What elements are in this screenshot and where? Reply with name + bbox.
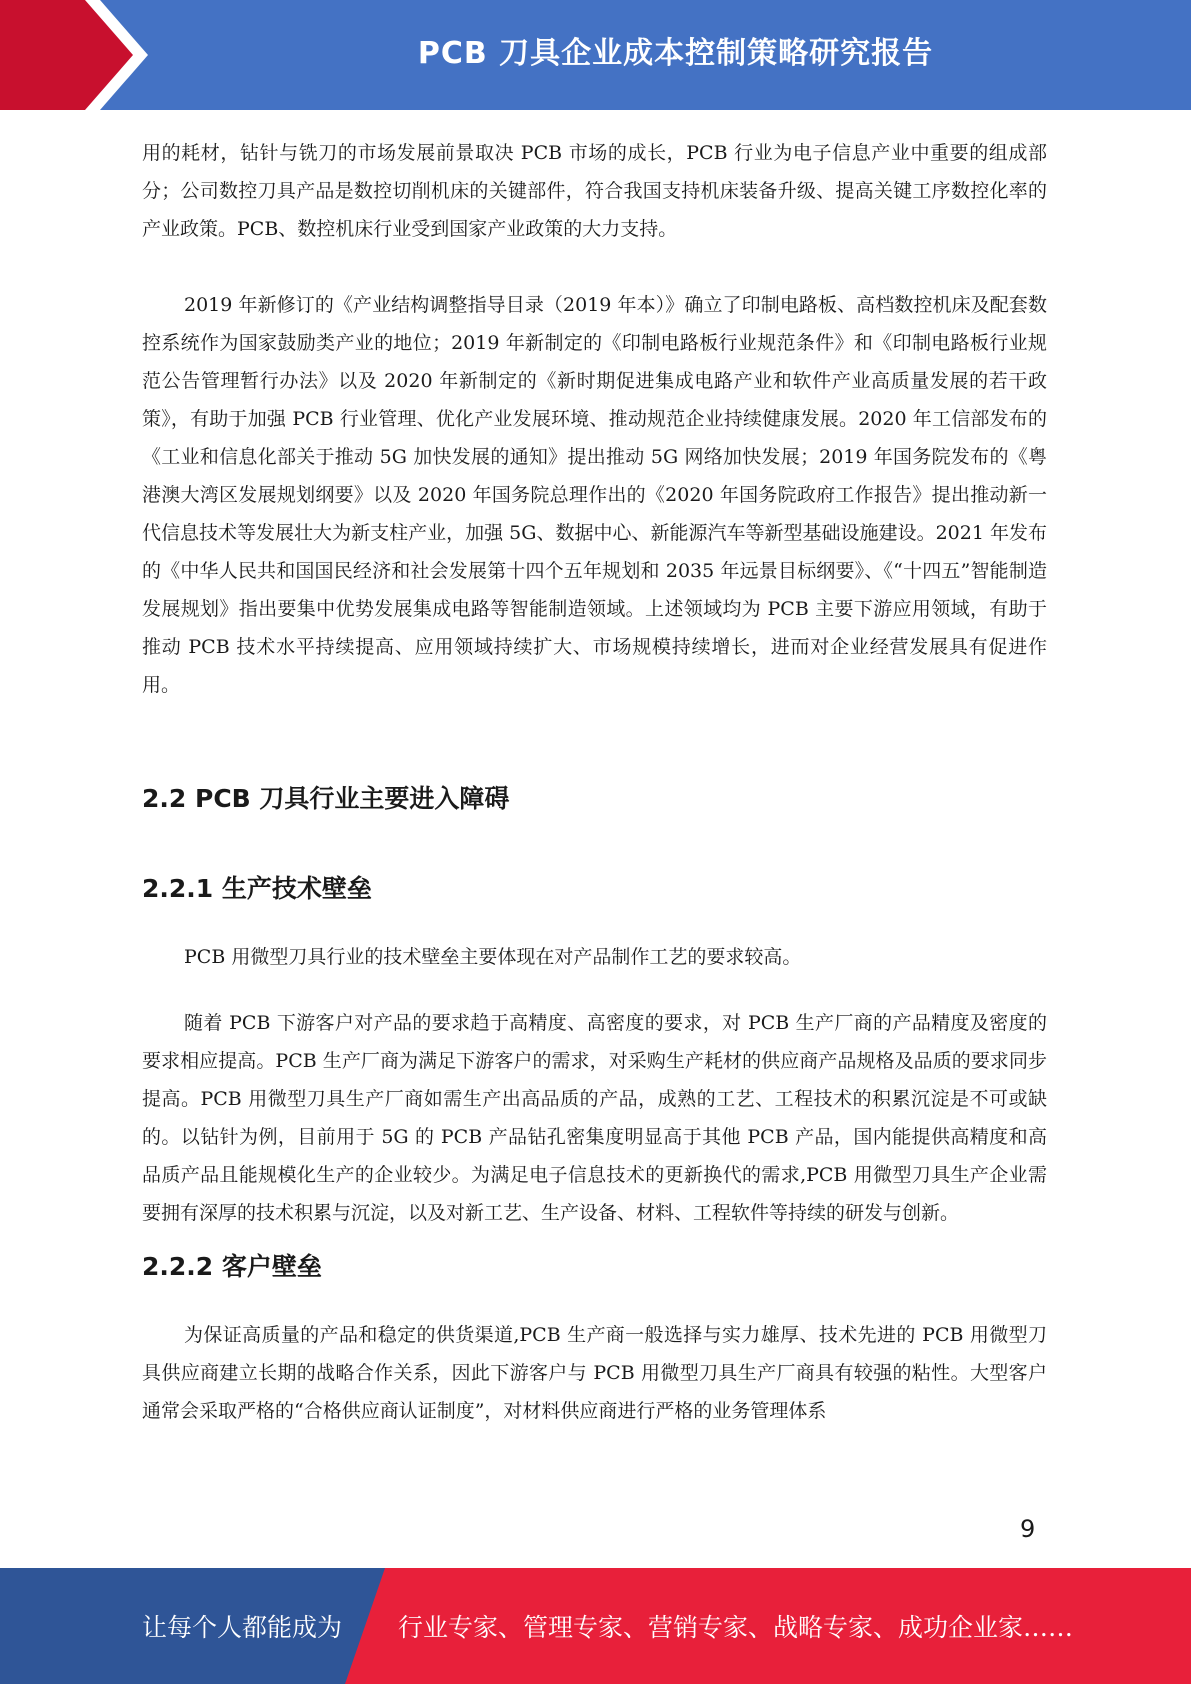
- footer-banner: [0, 1568, 1191, 1684]
- section-heading-2-2: 2.2 PCB 刀具行业主要进入障碍: [142, 784, 510, 813]
- section-heading-2-2-2: 2.2.2 客户壁垒: [142, 1252, 322, 1281]
- footer-slogan-left: 让每个人都能成为: [142, 1613, 343, 1642]
- document-title: PCB 刀具企业成本控制策略研究报告: [417, 36, 934, 71]
- header-chevron-decoration: [0, 0, 160, 110]
- section-heading-2-2-1: 2.2.1 生产技术壁垒: [142, 874, 372, 903]
- page-number: 9: [1020, 1515, 1036, 1543]
- main-content: [142, 134, 1047, 1430]
- paragraph-4: 随着 PCB 下游客户对产品的要求趋于高精度、高密度的要求，对 PCB 生产厂商的产品精度及密度的要求相应提高。PCB 生产厂商为满足下游客户的需求，对采购生产耗材的供应商产品规格及品质的要求同步提高。PCB 用微型刀具生产厂商如需生产出高品质的产品，成熟的工艺、工程技术的积累沉淀是不可或缺的。以钻针为例，目前用于 5G 的 PCB 产品钻孔密集度明显高于其他 PCB 产品，国内能提供高精度和高品质产品且能规模化生产的企业较少。为满足电子信息技术的更新换代的需求,PCB 用微型刀具生产企业需要拥有深厚的技术积累与沉淀，以及对新工艺、生产设备、材料、工程软件等持续的研发与创新。: [142, 1012, 1047, 1224]
- paragraph-5: 为保证高质量的产品和稳定的供货渠道,PCB 生产商一般选择与实力雄厚、技术先进的 PCB 用微型刀具供应商建立长期的战略合作关系，因此下游客户与 PCB 用微型刀具生产厂商具有较强的粘性。大型客户通常会采取严格的“合格供应商认证制度”，对材料供应商进行严格的业务管理体系: [142, 1324, 1047, 1422]
- paragraph-1: 用的耗材，钻针与铣刀的市场发展前景取决 PCB 市场的成长，PCB 行业为电子信息产业中重要的组成部分；公司数控刀具产品是数控切削机床的关键部件，符合我国支持机床装备升级、提高关键工序数控化率的产业政策。PCB、数控机床行业受到国家产业政策的大力支持。: [142, 142, 1047, 240]
- paragraph-3: PCB 用微型刀具行业的技术壁垒主要体现在对产品制作工艺的要求较高。: [184, 946, 802, 968]
- paragraph-2: 2019 年新修订的《产业结构调整指导目录（2019 年本）》确立了印制电路板、高档数控机床及配套数控系统作为国家鼓励类产业的地位；2019 年新制定的《印制电路板行业规范条件》和《印制电路板行业规范公告管理暂行办法》以及 2020 年新制定的《新时期促进集成电路产业和软件产业高质量发展的若干政策》，有助于加强 PCB 行业管理、优化产业发展环境、推动规范企业持续健康发展。2020 年工信部发布的《工业和信息化部关于推动 5G 加快发展的通知》提出推动 5G 网络加快发展；2019 年国务院发布的《粤港澳大湾区发展规划纲要》以及 2020 年国务院总理作出的《2020 年国务院政府工作报告》提出推动新一代信息技术等发展壮大为新支柱产业，加强 5G、数据中心、新能源汽车等新型基础设施建设。2021 年发布的《中华人民共和国国民经济和社会发展第十四个五年规划和 2035 年远景目标纲要》、《“十四五”智能制造发展规划》指出要集中优势发展集成电路等智能制造领域。上述领域均为 PCB 主要下游应用领域，有助于推动 PCB 技术水平持续提高、应用领域持续扩大、市场规模持续增长，进而对企业经营发展具有促进作用。: [142, 294, 1047, 696]
- footer-slogan-right: 行业专家、管理专家、营销专家、战略专家、成功企业家……: [398, 1613, 1074, 1642]
- header-band: [0, 0, 1191, 110]
